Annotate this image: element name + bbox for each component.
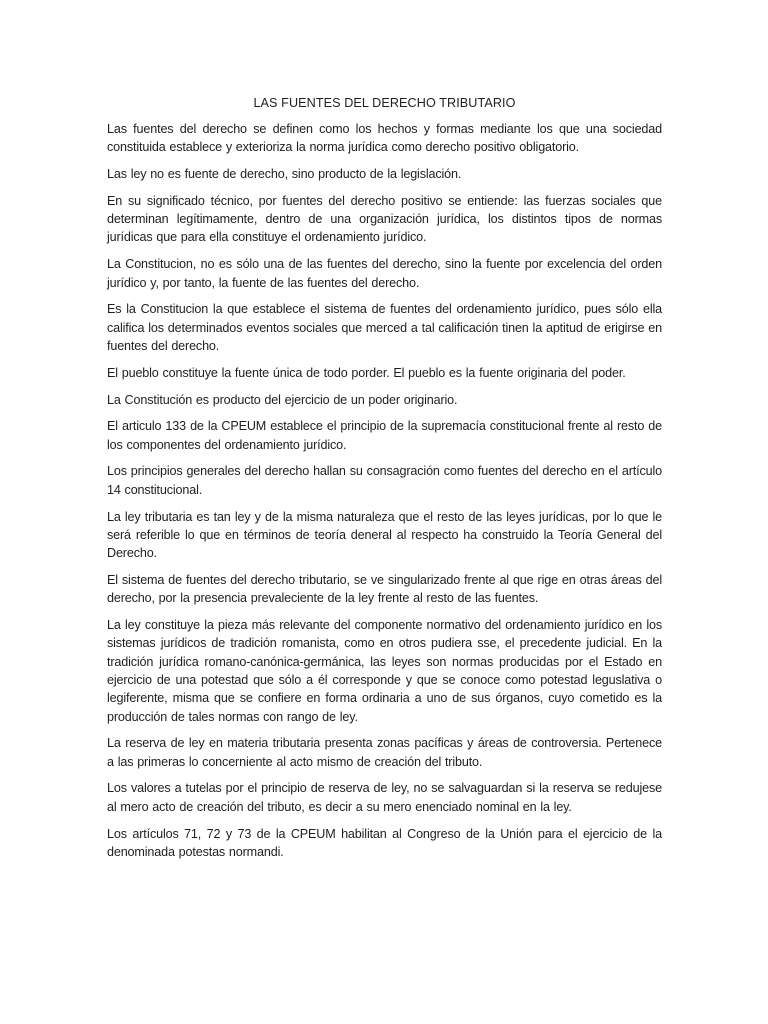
paragraph-2: Las ley no es fuente de derecho, sino producto de la legislación. xyxy=(107,167,462,182)
paragraph-4: La Constitucion, no es sólo una de las fuentes del derecho, sino la fuente por excelencia del orden jurídico y, por tanto, la fuente de las fuentes del derecho. xyxy=(107,257,662,290)
paragraph-7: La Constitución es producto del ejercicio de un poder originario. xyxy=(107,392,458,407)
paragraph-11: El sistema de fuentes del derecho tributario, se ve singularizado frente al que rige en otras áreas del derecho, por la presencia prevaleciente de la ley frente al resto de las fuentes. xyxy=(107,572,662,606)
paragraph-14: Los valores a tutelas por el principio de reserva de ley, no se salvaguardan si la reserva se redujese al mero acto de creación del tributo, es decir a su mero enenciado nominal en la ley. xyxy=(107,781,662,814)
paragraph-8: El articulo 133 de la CPEUM establece el principio de la supremacía constitucional frente al resto de los componentes del ordenamiento jurídico. xyxy=(107,419,662,452)
paragraph-9: Los principios generales del derecho hallan su consagración como fuentes del derecho en el artículo 14 constitucional. xyxy=(107,464,662,497)
paragraph-6: El pueblo constituye la fuente única de todo porder. El pueblo es la fuente originaria del poder. xyxy=(107,365,626,380)
paragraph-5: Es la Constitucion la que establece el sistema de fuentes del ordenamiento jurídico, pues sólo ella califica los determinados eventos sociales que merced a tal calificación tinen la aptitud de erigirse en fuentes del derecho. xyxy=(107,302,662,353)
paragraph-10: La ley tributaria es tan ley y de la misma naturaleza que el resto de las leyes jurídicas, por lo que le será referible lo que en términos de teoría deneral al respecto ha construido la Teoría General del Derecho. xyxy=(107,509,662,561)
paragraph-1: Las fuentes del derecho se definen como los hechos y formas mediante los que una sociedad constituida establece y exterioriza la norma jurídica como derecho positivo obligatorio. xyxy=(107,122,662,155)
paragraph-12: La ley constituye la pieza más relevante del componente normativo del ordenamiento jurídico en los sistemas jurídicos de tradición romanista, como en otros pudiera sse, el precedente judicial. En la tradición jurídica romano-canónica-germánica, las leyes son normas producidas por el Estado en ejercicio de una potestad que sólo a él corresponde y que se conoce como potestad leguslativa o legiferente, misma que se confiere en forma ordinaria a uno de sus órganos, cuyo cometido es la producción de tales normas con rango de ley. xyxy=(107,618,662,724)
page-title: LAS FUENTES DEL DERECHO TRIBUTARIO xyxy=(253,96,516,110)
document-body xyxy=(107,95,662,870)
paragraph-15: Los artículos 71, 72 y 73 de la CPEUM habilitan al Congreso de la Unión para el ejercicio de la denominada potestas normandi. xyxy=(107,826,662,859)
paragraph-13: La reserva de ley en materia tributaria presenta zonas pacíficas y áreas de controversia. Pertenece a las primeras lo concerniente al acto mismo de creación del tributo. xyxy=(107,736,662,769)
paragraph-3: En su significado técnico, por fuentes del derecho positivo se entiende: las fuerzas sociales que determinan legítimamente, dentro de una organización jurídica, los distintos tipos de normas jurídicas que para ella constituye el ordenamiento jurídico. xyxy=(107,193,662,245)
